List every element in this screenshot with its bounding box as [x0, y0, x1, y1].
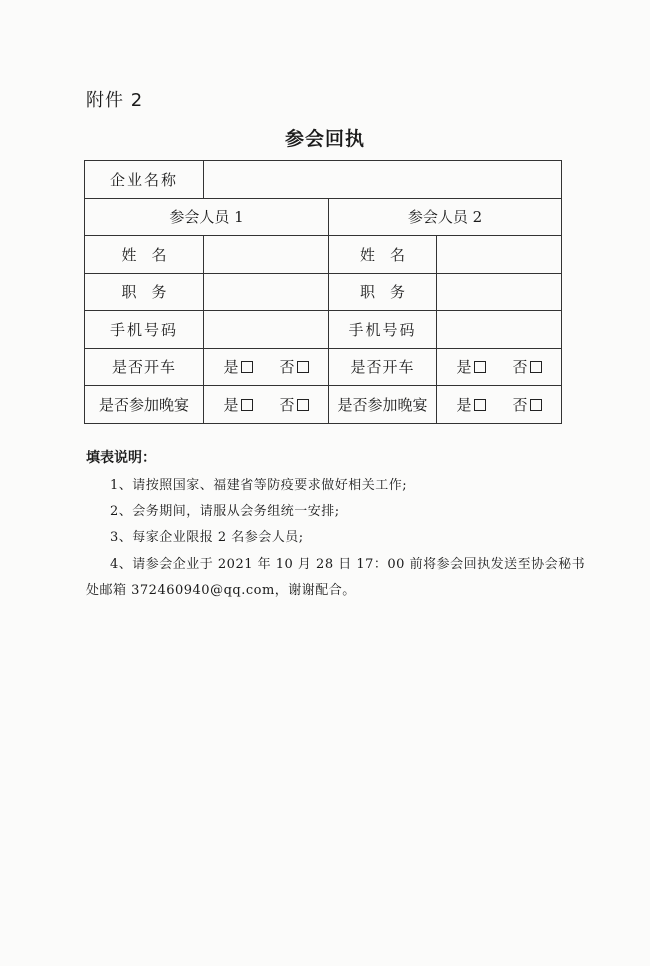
instruction-item-4: 4、请参会企业于 2021 年 10 月 28 日 17：00 前将参会回执发送至协会秘书 [110, 557, 586, 572]
person1-phone-label: 手机号码 [85, 311, 204, 349]
person1-name-label: 姓 名 [85, 236, 204, 274]
company-name-label: 企业名称 [85, 161, 204, 199]
banquet-row [85, 386, 562, 424]
no-text: 否 [512, 358, 528, 377]
person2-driving-label: 是否开车 [329, 348, 437, 386]
instructions-title: 填表说明： [86, 450, 156, 466]
instruction-item-2: 2、会务期间，请服从会务组统一安排; [110, 504, 340, 519]
checkbox-icon[interactable] [474, 399, 486, 411]
person1-banquet-yes[interactable] [223, 394, 252, 415]
no-text: 否 [279, 358, 295, 377]
position-row [85, 273, 562, 311]
person1-driving-yes[interactable] [223, 356, 252, 377]
person1-name-field[interactable] [204, 236, 329, 274]
person1-position-field[interactable] [204, 273, 329, 311]
person2-banquet-label: 是否参加晚宴 [329, 386, 437, 424]
checkbox-icon[interactable] [474, 361, 486, 373]
person1-driving-label: 是否开车 [85, 348, 204, 386]
person1-phone-field[interactable] [204, 311, 329, 349]
person2-phone-label: 手机号码 [329, 311, 437, 349]
person2-header: 参会人员 2 [329, 198, 562, 236]
attachment-label: 附件 2 [86, 90, 144, 111]
name-row [85, 236, 562, 274]
person2-phone-field[interactable] [437, 311, 562, 349]
checkbox-icon[interactable] [241, 399, 253, 411]
person2-driving-yes[interactable] [456, 356, 485, 377]
company-row [85, 161, 562, 199]
yes-text: 是 [223, 358, 239, 377]
checkbox-icon[interactable] [530, 361, 542, 373]
person2-name-label: 姓 名 [329, 236, 437, 274]
person2-banquet-no[interactable] [512, 394, 541, 415]
driving-row [85, 348, 562, 386]
person-header-row [85, 198, 562, 236]
person1-banquet-no[interactable] [279, 394, 308, 415]
yes-text: 是 [223, 395, 239, 414]
yes-text: 是 [456, 358, 472, 377]
person2-banquet-yes[interactable] [456, 394, 485, 415]
person2-driving-no[interactable] [512, 356, 541, 377]
phone-row [85, 311, 562, 349]
checkbox-icon[interactable] [297, 399, 309, 411]
person2-position-label: 职 务 [329, 273, 437, 311]
page-title: 参会回执 [284, 128, 365, 150]
person1-position-label: 职 务 [85, 273, 204, 311]
person2-driving-choice [437, 348, 562, 386]
person1-driving-choice [204, 348, 329, 386]
company-name-field[interactable] [204, 161, 562, 199]
instruction-item-4-continued: 处邮箱 372460940@qq.com，谢谢配合。 [86, 583, 356, 598]
no-text: 否 [512, 395, 528, 414]
instruction-item-3: 3、每家企业限报 2 名参会人员; [110, 530, 304, 545]
checkbox-icon[interactable] [241, 361, 253, 373]
checkbox-icon[interactable] [530, 399, 542, 411]
person2-position-field[interactable] [437, 273, 562, 311]
person2-name-field[interactable] [437, 236, 562, 274]
instruction-item-1: 1、请按照国家、福建省等防疫要求做好相关工作; [110, 478, 408, 493]
person1-driving-no[interactable] [279, 356, 308, 377]
registration-form-table [84, 160, 562, 424]
no-text: 否 [279, 395, 295, 414]
checkbox-icon[interactable] [297, 361, 309, 373]
person1-banquet-choice [204, 386, 329, 424]
yes-text: 是 [456, 395, 472, 414]
person1-header: 参会人员 1 [85, 198, 329, 236]
person2-banquet-choice [437, 386, 562, 424]
person1-banquet-label: 是否参加晚宴 [85, 386, 204, 424]
